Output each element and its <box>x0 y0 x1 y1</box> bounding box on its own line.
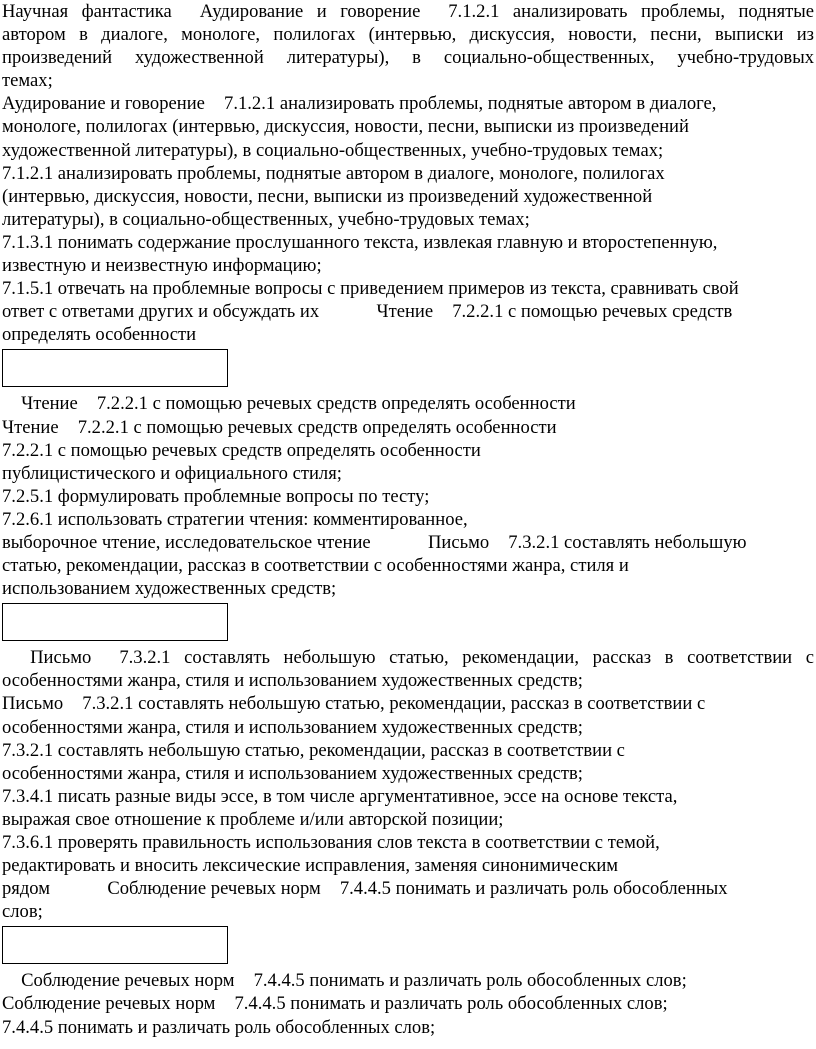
text-line: особенностями жанра, стиля и использованием художественных средств; <box>2 716 583 738</box>
text-line: особенностями жанра, стиля и использованием художественных средств; <box>2 762 583 784</box>
empty-box-row <box>2 346 814 392</box>
text-line: темах; <box>2 70 53 92</box>
text-line: Письмо 7.3.2.1 составлять небольшую статью, рекомендации, рассказ в соответствии с <box>2 693 691 715</box>
text-line: ответ с ответами других и обсуждать их Чтение 7.2.2.1 с помощью речевых средств <box>2 301 666 323</box>
text-line: 7.4.4.5 понимать и различать роль обособленных слов; <box>2 1016 436 1038</box>
text-line: редактировать и вносить лексические исправления, заменяя синонимическим <box>2 855 619 877</box>
text-line: рядом Соблюдение речевых норм 7.4.4.5 понимать и различать роль обособленных <box>2 878 661 900</box>
text-line: выборочное чтение, исследовательское чтение Письмо 7.3.2.1 составлять небольшую <box>2 531 680 553</box>
text-line: литературы), в социально-общественных, учебно-трудовых темах; <box>2 208 530 230</box>
text-line: определять особенности <box>2 324 197 346</box>
empty-frame-box <box>2 926 228 964</box>
text-line: Научная фантастика Аудирование и говорение 7.1.2.1 анализировать проблемы, поднятые <box>2 1 814 22</box>
text-line: произведений художественной литературы), в социально-общественных, учебно-трудовых <box>2 47 814 69</box>
text-line: (интервью, дискуссия, новости, песни, выписки из произведений художественной <box>2 185 653 207</box>
text-line: 7.1.5.1 отвечать на проблемные вопросы с приведением примеров из текста, сравнивать свой <box>2 278 739 300</box>
text-line: 7.2.6.1 использовать стратегии чтения: комментированное, <box>2 508 468 530</box>
document-body <box>2 0 814 1039</box>
text-line: особенностями жанра, стиля и использованием художественных средств; <box>2 670 583 692</box>
text-line: 7.3.4.1 писать разные виды эссе, в том числе аргументативное, эссе на основе текста, <box>2 785 678 807</box>
text-line: использованием художественных средств; <box>2 578 337 600</box>
text-line: публицистического и официального стиля; <box>2 462 342 484</box>
text-line: 7.2.5.1 формулировать проблемные вопросы по тесту; <box>2 485 430 507</box>
text-line: 7.2.2.1 с помощью речевых средств определять особенности <box>2 439 481 461</box>
empty-frame-box <box>2 603 228 641</box>
empty-box-row <box>2 923 814 969</box>
text-line: Письмо 7.3.2.1 составлять небольшую статью, рекомендации, рассказ в соответствии с <box>2 647 814 669</box>
text-line: монологе, полилогах (интервью, дискуссия, новости, песни, выписки из произведений <box>2 116 689 138</box>
text-line: Чтение 7.2.2.1 с помощью речевых средств определять особенности <box>2 393 543 415</box>
text-line: 7.3.2.1 составлять небольшую статью, рекомендации, рассказ в соответствии с <box>2 739 625 761</box>
text-line: Чтение 7.2.2.1 с помощью речевых средств определять особенности <box>2 416 543 438</box>
text-line: 7.1.3.1 понимать содержание прослушанного текста, извлекая главную и второстепенную, <box>2 231 718 253</box>
text-line: автором в диалоге, монологе, полилогах (интервью, дискуссия, новости, песни, выписки из <box>2 24 814 46</box>
empty-box-row <box>2 600 814 646</box>
text-line: статью, рекомендации, рассказ в соответствии с особенностями жанра, стиля и <box>2 555 629 577</box>
text-line: известную и неизвестную информацию; <box>2 255 322 277</box>
text-line: 7.1.2.1 анализировать проблемы, поднятые автором в диалоге, монологе, полилогах <box>2 162 665 184</box>
text-line: художественной литературы), в социально-общественных, учебно-трудовых темах; <box>2 139 664 161</box>
empty-frame-box <box>2 349 228 387</box>
text-line: Соблюдение речевых норм 7.4.4.5 понимать и различать роль обособленных слов; <box>2 970 654 992</box>
text-line: 7.3.6.1 проверять правильность использования слов текста в соответствии с темой, <box>2 832 660 853</box>
text-line: Аудирование и говорение 7.1.2.1 анализировать проблемы, поднятые автором в диалоге, <box>2 93 702 115</box>
text-line: Соблюдение речевых норм 7.4.4.5 понимать и различать роль обособленных слов; <box>2 993 654 1015</box>
text-line: слов; <box>2 901 43 923</box>
text-line: выражая свое отношение к проблеме и/или авторской позиции; <box>2 808 504 830</box>
